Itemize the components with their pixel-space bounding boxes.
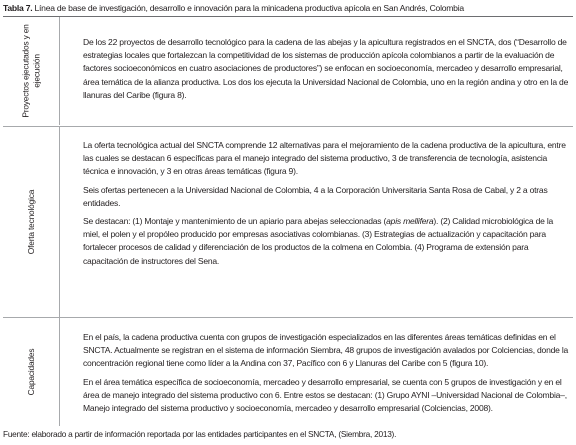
row-header-proyectos xyxy=(3,17,60,125)
row-header-label: Capacidades xyxy=(25,348,36,396)
table-row-capacidades xyxy=(3,317,573,426)
paragraph: En el país, la cadena productiva cuenta con grupos de investigación especializados en las diferentes áreas temáticas definidas en el SNCTA. Actualmente se registran en el sistema de información Siembra, 48 grupos de investigación avalados por Colciencias, donde la concentración regional tiene como líder a la Andina con 37, Pacífico con 6 y Llanuras del Caribe con 5 (figura 10). xyxy=(83,332,569,369)
paragraph: En el área temática específica de socioeconomía, mercadeo y desarrollo empresarial, se cuenta con 5 grupos de investigación y en el área de manejo integrado del sistema productivo con 6. Entre estos se destacan: (1) Grupo AYNI –Universidad Nacional de Colombia–, Manejo integrado del sistema productivo y socioeconomía, mercadeo y desarrollo empresarial (Colciencias, 2008). xyxy=(83,376,567,414)
table-row-proyectos xyxy=(3,17,573,125)
row-header-label: Oferta tecnológica xyxy=(25,189,36,255)
row-header-oferta xyxy=(3,127,60,317)
paragraph: Seis ofertas pertenecen a la Universidad Nacional de Colombia, 4 a la Corporación Universitaria Santa Rosa de Cabal, y 2 a otras entidades. xyxy=(83,184,548,208)
row-header-capacidades xyxy=(3,318,60,426)
baseline-table xyxy=(3,16,573,426)
paragraph: La oferta tecnológica actual del SNCTA comprende 12 alternativas para el mejoramiento de la cadena productiva de la apicultura, entre las cuales se destacan 6 específicas para el manejo integrado del sistema productivo, 3 de transferencia de tecnología, asistencia técnica e innovación, y 3 en otras áreas temáticas (figura 9). xyxy=(83,140,566,177)
table-source-note: Fuente: elaborado a partir de información reportada por las entidades participantes en el SNCTA, (Siembra, 2013). xyxy=(3,429,397,439)
row-header-label: Proyectos ejecutados y en ejecución xyxy=(20,24,41,118)
row-content-capacidades xyxy=(83,331,569,420)
table-row-oferta xyxy=(3,126,573,317)
table-caption xyxy=(3,2,573,14)
paragraph: Se destacan: (1) Montaje y mantenimiento de un apiario para abejas seleccionadas (apis mellifera). (2) Calidad microbiológica de la miel, el polen y el propóleo producido por empresas asociativas colombianas. (3) Estrategias de actualización y capacitación para fortalecer procesos de calidad y diferenciación de los productos de la colmena en Colombia. (4) Programa de extensión para capacitación de instructores del Sena. xyxy=(83,216,554,266)
row-content-proyectos xyxy=(83,36,569,107)
table-caption-label: Tabla 7. xyxy=(3,3,33,13)
species-name: apis mellifera xyxy=(386,216,434,227)
table-caption-text: Línea de base de investigación, desarrollo e innovación para la minicadena productiva apícola en San Andrés, Colombia xyxy=(32,3,464,13)
row-content-oferta xyxy=(83,139,569,273)
paragraph: De los 22 proyectos de desarrollo tecnológico para la cadena de las abejas y la apicultura registrados en el SNCTA, dos (“Desarrollo de estrategias locales que fortalezcan la competitividad de los sistemas de producción apícola colombianos a partir de la evaluación de factores socioeconómicos en cuatro asociaciones de productores”) se enfocan en socioeconomía, mercadeo y desarrollo empresarial, área temática de la alianza productiva. Los dos los ejecuta la Universidad Nacional de Colombia, uno en la región andina y otro en la de llanuras del Caribe (figura 8). xyxy=(83,37,569,100)
